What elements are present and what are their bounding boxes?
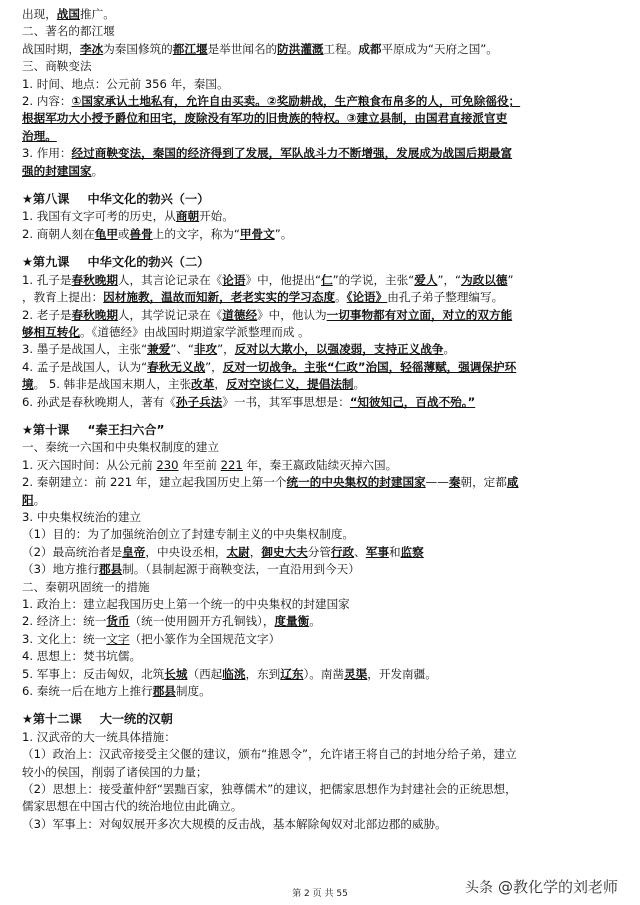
text-run: 一、秦统一六国和中央集权制度的建立 [22,440,220,455]
emphasized-text: 反对空谈仁义，提倡法制 [225,377,354,392]
text-run: 。 [91,163,104,178]
emphasized-text: 李冰 [79,41,104,56]
text-run: 3. 墨子是战国人，主张“ [22,342,148,357]
text-run: 。 [335,290,347,305]
text-line [22,798,618,815]
emphasized-text: 秦 [448,475,461,490]
emphasized-text: 春秋晚期 [71,272,118,287]
emphasized-text: 221 [220,457,243,472]
text-line [22,208,618,225]
text-line [22,509,618,526]
text-run: （把小篆作为全国规范文字） [129,631,281,646]
emphasized-text: 战国 [56,7,80,21]
emphasized-text: 改革 [191,377,215,392]
text-run: （2）思想上：接受董仲舒“罢黜百家，独尊儒术”的建议，把儒家思想作为封建社会的正统思想， [22,782,517,797]
text-run: 2. 内容： [22,94,72,109]
text-run: 。 [309,614,321,629]
text-run: 3. 作用： [22,146,72,161]
emphasized-text: 郡县 [98,562,123,577]
text-run: 或 [117,226,130,241]
emphasized-text: 商朝 [175,209,200,224]
text-run: 3. 文化上：统一 [22,631,107,646]
text-line [22,93,618,110]
text-run: 二、秦朝巩固统一的措施 [22,579,150,594]
text-run: 和 [388,544,401,559]
emphasized-text: 反对一切战争。主张“仁政”治国，轻徭薄赋，强调保护环 [222,359,517,374]
text-line [22,341,618,358]
emphasized-text: 经过商鞅变法，秦国的经济得到了发展，军队战斗力不断增强，发展成为战国后期最富 [71,146,513,161]
text-run: 1. 汉武帝的大一统具体措施： [22,729,176,744]
text-line [22,544,618,561]
text-run: ”， [205,359,223,374]
text-run: 中华文化的勃兴（二） [87,255,210,270]
emphasized-text: 成都 [358,41,382,56]
text-line [22,58,618,75]
text-run: 6. 孙武是春秋晚期人，著有《 [22,394,176,409]
text-run: 。 5. 韩非是战国末期人，主张 [33,377,192,392]
text-run: 是举世闻名的 [207,41,278,56]
text-line [22,163,618,180]
text-run: 制度。 [175,684,211,699]
emphasized-text: 春秋晚期 [71,307,118,322]
emphasized-text: 《论语》 [346,290,388,305]
text-run: （1）政治上：汉武帝接受主父偃的建议，颁布“推恩令”，允许诸王将自己的封地分给子弟，建立 [22,747,517,762]
emphasized-text: 道德经 [222,307,258,322]
emphasized-text: 郡县 [152,684,176,699]
emphasized-text: 临洮 [222,666,246,681]
emphasized-text: 治理。 [22,128,57,143]
emphasized-text: 甲骨文 [239,226,275,241]
text-line [22,648,618,665]
text-run: 二、著名的都江堰 [22,24,115,39]
text-run: ，中央设丞相， [145,544,227,559]
text-run: ” [507,272,514,287]
text-run: ”。 [274,226,293,241]
text-run: 1. 孔子是 [22,272,72,287]
text-run: 4. 思想上：焚书坑儒。 [22,649,142,664]
text-line [22,272,618,289]
text-run: ”，“ [437,272,462,287]
text-run: 》一书，其军事思想是： [222,394,350,409]
emphasized-text: 统一的中央集权的封建国家 [286,475,426,490]
text-run: “秦王扫六合” [87,422,165,437]
text-line [22,23,618,40]
emphasized-text: 因材施教，温故而知新，老老实实的学习态度 [103,290,336,305]
text-run: ， [249,544,262,559]
emphasized-text: 度量衡 [274,614,310,629]
emphasized-text: 强的封建国家 [22,163,92,178]
text-run: 2. 商朝人刻在 [22,226,95,241]
watermark-text: @教化学的刘老师 [497,878,618,896]
emphasized-text: 境 [22,377,34,392]
text-run: 4. 孟子是战国人，认为“ [22,359,148,374]
text-line [22,631,618,648]
text-line [22,526,618,543]
emphasized-text: 够相互转化 [22,324,80,339]
text-run: ★第九课 [22,255,70,270]
watermark [465,876,618,897]
text-run: 》中，他认为 [257,307,327,322]
text-run: 开始。 [199,209,234,224]
text-run: 平原成为“天府之国”。 [381,41,498,56]
emphasized-text: 辽东 [280,666,304,681]
emphasized-text: 春秋无义战 [147,359,206,374]
text-run: 战国时期， [22,41,80,56]
text-line [22,376,618,393]
emphasized-text: 龟甲 [94,226,118,241]
emphasized-text: 阳 [22,492,34,507]
text-line [22,613,618,630]
text-run: ，教育上提出： [22,290,104,305]
text-run: （西起 [187,666,223,681]
text-run: 推广。 [80,7,115,21]
text-run: ★第十课 [22,422,70,437]
text-line [22,561,618,578]
text-line [22,579,618,596]
text-run: 3. 中央集权统治的建立 [22,509,142,524]
text-line [22,6,618,23]
emphasized-text: 都江堰 [172,41,208,56]
text-run: 1. 我国有文字可考的历史，从 [22,209,176,224]
text-line [22,457,618,474]
text-run: 。 [443,342,456,357]
text-line [22,474,618,491]
emphasized-text: 太尉 [226,544,250,559]
text-line [22,781,618,798]
text-run: 、 [354,544,366,559]
emphasized-text: 非攻 [193,342,218,357]
text-run: 为秦国修筑的 [103,41,173,56]
text-run: ”， [217,342,235,357]
text-run: 上的文字，称为“ [152,226,240,241]
text-line [22,816,618,833]
emphasized-text: 反对以大欺小，以强凌弱，支持正义战争 [234,342,444,357]
text-run: （3）地方推行 [22,562,99,577]
text-line [22,764,618,781]
emphasized-text: 兽骨 [129,226,153,241]
emphasized-text: 长城 [164,666,188,681]
text-line [22,666,618,683]
text-run: 中华文化的勃兴（一） [87,192,210,207]
emphasized-text: 根据军功大小授予爵位和田宅，废除没有军功的旧贵族的特权。③建立县制，由国君直接派官吏 [22,111,508,126]
text-line [22,41,618,58]
text-run: 人，其言论记录在《 [117,272,223,287]
page-number: 第 2 页 共 55 [292,889,348,899]
text-run: 分管 [307,544,331,559]
lesson-heading [22,191,618,208]
text-run: （2）最高统治者是 [22,544,123,559]
text-run: 三、商鞅变法 [22,59,92,74]
text-run: 。《道德经》由战国时期道家学派整理而成 。 [79,324,310,339]
emphasized-text: 爱人 [414,272,438,287]
emphasized-text: 兼爱 [147,342,171,357]
text-run: 由孔子弟子整理编写。 [387,290,504,305]
emphasized-text: 行政 [330,544,355,559]
text-run: 年至前 [178,457,221,472]
text-run: 1. 灭六国时间：从公元前 [22,457,157,472]
text-run: 6. 秦统一后在地方上推行 [22,684,153,699]
text-line [22,394,618,411]
text-run: 儒家思想在中国古代的统治地位由此确立。 [22,799,243,814]
text-line [22,110,618,127]
emphasized-text: 监察 [400,544,424,559]
emphasized-text: 仁 [321,272,333,287]
document-page [22,6,618,833]
text-line [22,145,618,162]
emphasized-text: 军事 [365,544,389,559]
text-run: 1. 政治上：建立起我国历史上第一个统一的中央集权的封建国家 [22,597,350,611]
text-run: —— [425,475,449,490]
watermark-logo: 头条 [464,879,493,896]
text-run: ★第八课 [22,192,70,207]
text-line [22,359,618,376]
text-run: 年，秦王嬴政陆续灭掉六国。 [242,457,398,472]
text-run: 。 [33,492,46,507]
text-run: 》中，他提出“ [245,272,322,287]
text-line [22,729,618,746]
text-run: 较小的侯国，削弱了诸侯国的力量； [22,764,208,779]
lesson-heading [22,254,618,271]
emphasized-text: 皇帝 [122,544,146,559]
text-run: 出现， [22,7,57,21]
text-line [22,76,618,93]
emphasized-text: 咸 [506,475,519,490]
text-line [22,307,618,324]
text-run: （3）军事上：对匈奴展开多次大规模的反击战，基本解除匈奴对北部边郡的威胁。 [22,816,447,831]
text-run: （1）目的：为了加强统治创立了封建专制主义的中央集权制度。 [22,527,355,542]
text-run: ， [214,377,226,392]
emphasized-text: 灵渠 [344,666,368,681]
text-line [22,492,618,509]
text-run: ”、“ [170,342,194,357]
emphasized-text: 一切事物都有对立面，对立的双方能 [326,307,513,322]
text-run: 人，其学说记录在《 [117,307,223,322]
text-run: 1. 时间、地点：公元前 356 年，秦国。 [22,76,229,91]
text-run: ，开发南疆。 [367,666,437,681]
text-run: ”的学说，主张“ [332,272,415,287]
emphasized-text: 孙子兵法 [175,394,223,409]
text-run: （统一使用圆开方孔铜钱）， [129,614,275,629]
text-run: 2. 老子是 [22,307,72,322]
text-run: 5. 军事上：反击匈奴，北筑 [22,666,165,681]
text-line [22,289,618,306]
emphasized-text: 230 [156,457,179,472]
lesson-heading [22,711,618,728]
emphasized-text: 论语 [222,272,246,287]
text-line [22,226,618,243]
lesson-heading [22,422,618,439]
text-line [22,128,618,145]
emphasized-text: “知彼知己，百战不殆。” [349,394,476,409]
text-run: 朝，定都 [460,475,507,490]
text-run: 。 [353,377,366,392]
text-line [22,746,618,763]
text-run: 2. 秦朝建立：前 221 年，建立起我国历史上第一个 [22,475,287,490]
emphasized-text: 御史大夫 [261,544,308,559]
emphasized-text: 货币 [106,614,130,629]
text-run: ）。南凿 [303,666,345,681]
text-run: 制。（县制起源于商鞅变法，一直沿用到今天） [122,562,360,577]
emphasized-text: 为政以德 [461,272,508,287]
emphasized-text: 防洪灌溉 [277,41,324,56]
emphasized-text: ①国家承认土地私有，允许自由买卖。②奖励耕战，生产粮食布帛多的人，可免除徭役； [71,94,521,109]
text-run: 大一统的汉朝 [99,712,173,727]
text-line [22,596,618,613]
text-run: ★第十二课 [22,712,82,727]
text-run: 2. 经济上：统一 [22,614,107,629]
text-line [22,683,618,700]
text-run: 工程。 [323,41,359,56]
text-line [22,439,618,456]
text-run: ，东到 [245,666,281,681]
text-line [22,324,618,341]
emphasized-text: 文字 [106,631,130,646]
